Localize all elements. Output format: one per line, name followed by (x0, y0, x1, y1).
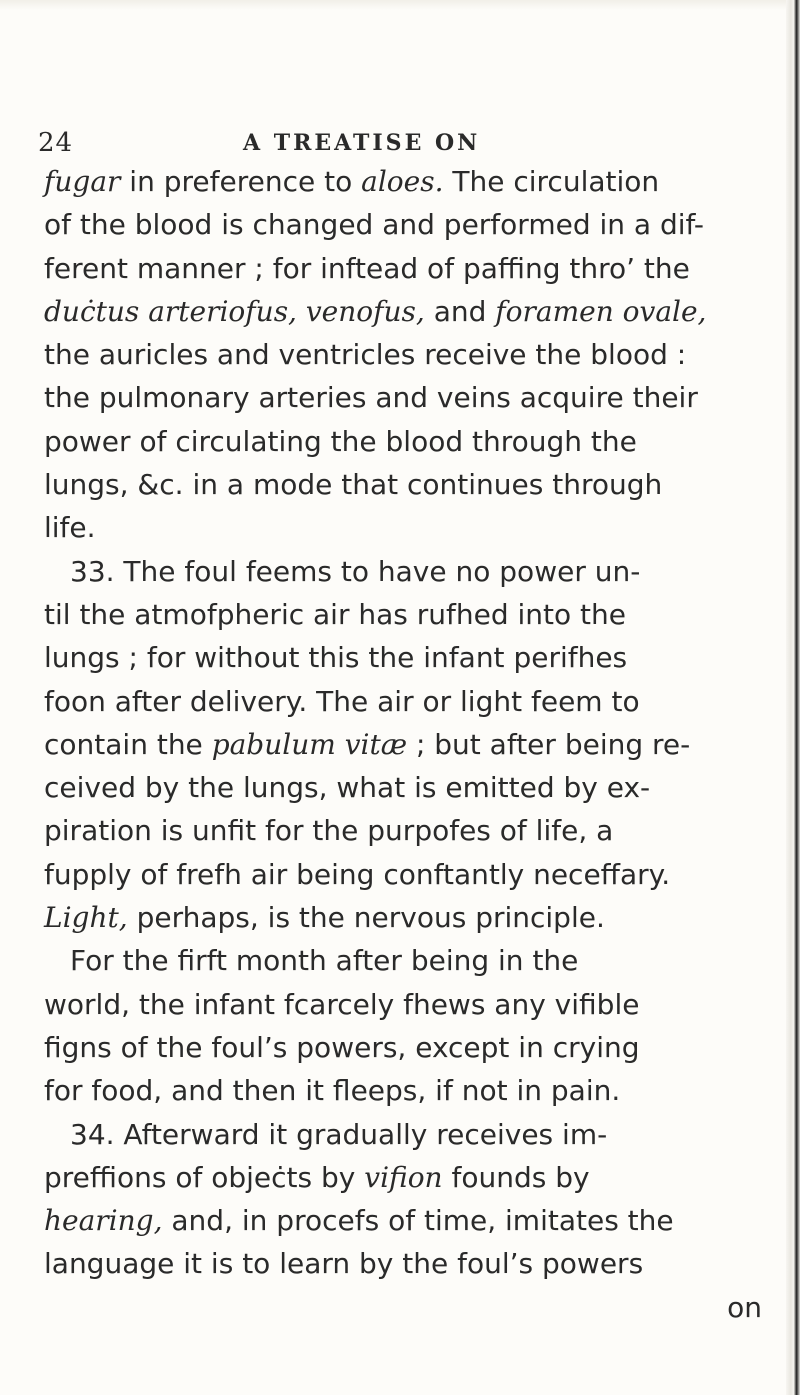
italic-text: duċtus arteriofus, venofus, (44, 294, 425, 328)
text-line (44, 1242, 784, 1285)
italic-text: vifion (364, 1160, 443, 1194)
italic-text: hearing, (44, 1204, 163, 1238)
text-line (44, 809, 784, 852)
text-line (44, 463, 784, 506)
text-segment: ferent manner ; for inftead of paffing thro’ the (44, 251, 690, 285)
italic-text: fugar (44, 165, 121, 198)
text-segment: and (424, 294, 496, 328)
text-line (44, 290, 784, 333)
text-line (44, 983, 784, 1026)
text-segment: For the firft month after being in the (70, 944, 579, 978)
text-segment: founds by (442, 1160, 590, 1194)
text-line (44, 1113, 784, 1156)
page-number: 24 (38, 128, 74, 158)
text-line (44, 420, 784, 463)
text-segment: the pulmonary arteries and veins acquire their (44, 381, 698, 415)
text-line (44, 853, 784, 896)
text-line (44, 939, 784, 982)
italic-text: foramen ovale, (495, 294, 707, 328)
italic-text: pabulum vitæ (211, 727, 408, 761)
page-header (38, 128, 778, 164)
text-line (44, 593, 784, 636)
text-segment: 33. The foul feems to have no power un- (70, 554, 641, 588)
text-line (44, 333, 784, 376)
running-head: A TREATISE ON (243, 130, 481, 156)
text-segment: ; but after being re- (407, 727, 691, 761)
text-line (44, 680, 784, 723)
text-segment: perhaps, is the nervous principle. (127, 901, 605, 935)
text-segment: figns of the foul’s powers, except in crying (44, 1030, 640, 1064)
text-segment: life. (44, 511, 96, 545)
text-segment: fupply of frefh air being conftantly neceffary. (44, 857, 671, 891)
text-segment: The circulation (443, 165, 660, 198)
text-segment: and, in procefs of time, imitates the (162, 1204, 674, 1238)
text-line (44, 1026, 784, 1069)
text-line (44, 766, 784, 809)
text-line (44, 203, 784, 246)
text-segment: for food, and then it fleeps, if not in pain. (44, 1074, 621, 1108)
text-segment: piration is unfit for the purpofes of life, a (44, 814, 614, 848)
text-segment: the auricles and ventricles receive the blood : (44, 338, 687, 372)
text-segment: foon after delivery. The air or light feem to (44, 684, 640, 718)
catchword (44, 1286, 784, 1329)
text-segment: lungs ; for without this the infant perifhes (44, 641, 628, 675)
text-line (44, 550, 784, 593)
page-top-edge (0, 0, 786, 10)
page-right-edge (786, 0, 800, 1395)
text-segment: in preference to (120, 165, 362, 198)
text-segment: contain the (44, 727, 212, 761)
text-line (44, 1156, 784, 1199)
text-line (44, 376, 784, 419)
text-segment: preffions of objeċts by (44, 1160, 365, 1194)
italic-text: Light, (44, 901, 128, 935)
text-line (44, 506, 784, 549)
text-segment: 34. Afterward it gradually receives im- (70, 1117, 608, 1151)
text-line (44, 1199, 784, 1242)
text-segment: lungs, &c. in a mode that continues through (44, 468, 663, 502)
text-line (44, 1069, 784, 1112)
text-segment: til the atmofpheric air has rufhed into the (44, 597, 627, 631)
text-segment: language it is to learn by the foul’s powers (44, 1247, 644, 1281)
text-line (44, 723, 784, 766)
italic-text: aloes. (361, 165, 444, 198)
text-line (44, 160, 784, 203)
text-segment: of the blood is changed and performed in a dif- (44, 208, 704, 242)
text-segment: power of circulating the blood through the (44, 424, 637, 458)
text-segment: ceived by the lungs, what is emitted by ex- (44, 771, 651, 805)
body-text (44, 160, 784, 1329)
text-line (44, 247, 784, 290)
text-segment: on (727, 1290, 762, 1324)
text-line (44, 896, 784, 939)
text-segment: world, the infant fcarcely fhews any vifible (44, 987, 640, 1021)
text-line (44, 636, 784, 679)
